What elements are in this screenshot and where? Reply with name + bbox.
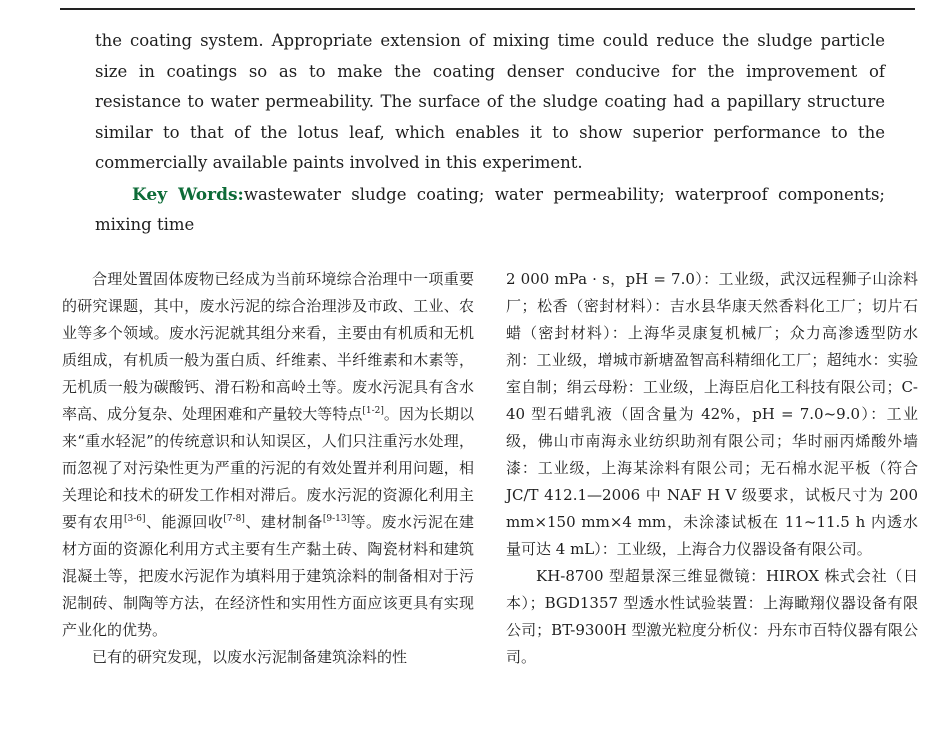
intro-text-4: 、建材制备: [244, 513, 323, 531]
keywords-separator: :: [237, 184, 244, 205]
english-abstract: [95, 26, 885, 241]
citation-ref: [1-2]: [362, 406, 384, 416]
intro-text-2: 。因为长期以来“重水轻泥”的传统意识和认知误区，人们只注重污水处理，而忽视了对污染性更为严重的污泥的有效处置并利用问题，相关理论和技术的研发工作相对滞后。废水污泥的资源化利用主要有农用: [62, 405, 474, 531]
citation-ref: [3-6]: [123, 514, 146, 524]
keywords-label: Key Words: [132, 184, 238, 205]
abstract-text: the coating system. Appropriate extension of mixing time could reduce the sludge particle size in coatings so as to make the coating denser conducive for the improvement of resistance to water permeability. The surface of the sludge coating had a papillary structure similar to that of the lotus leaf, which enables it to show superior performance to the commercially available paints involved in this experiment.: [95, 31, 885, 172]
materials-paragraph: 2 000 mPa · s，pH = 7.0）：工业级，武汉远程狮子山涂料厂；松香（密封材料）：吉水县华康天然香料化工厂；切片石蜡（密封材料）：上海华灵康复机械厂；众力高渗透型防水剂：工业级，增城市新塘盈智高科精细化工厂；超纯水：实验室自制；绢云母粉：工业级，上海臣启化工科技有限公司；C-40 型石蜡乳液（固含量为 42%，pH = 7.0~9.0）：工业级，佛山市南海永业纺织助剂有限公司；华时丽丙烯酸外墙漆：工业级，上海某涂料有限公司；无石棉水泥平板（符合 JC/T 412.1—2006 中 NAF H V 级要求，试板尺寸为 200 mm×150 mm×4 mm，未涂漆试板在 11~11.5 h 内透水量可达 4 mL）：工业级，上海合力仪器设备有限公司。: [506, 270, 918, 558]
instruments-paragraph: KH-8700 型超景深三维显微镜：HIROX 株式会社（日本）；BGD1357 型透水性试验装置：上海瞰翔仪器设备有限公司；BT-9300H 型激光粒度分析仪：丹东市百特仪器有限公司。: [506, 567, 918, 666]
keywords-paragraph: [95, 180, 885, 241]
second-paragraph: 已有的研究发现，以废水污泥制备建筑涂料的性: [92, 648, 408, 666]
header-rule: [60, 8, 915, 10]
intro-paragraph: [62, 266, 474, 644]
left-column: [62, 266, 474, 671]
citation-ref: [9-13]: [322, 514, 351, 524]
right-column: [506, 266, 918, 671]
intro-text-1: 合理处置固体废物已经成为当前环境综合治理中一项重要的研究课题，其中，废水污泥的综合治理涉及市政、工业、农业等多个领域。废水污泥就其组分来看，主要由有机质和无机质组成，有机质一般为蛋白质、纤维素、半纤维素和木素等，无机质一般为碳酸钙、滑石粉和高岭土等。废水污泥具有含水率高、成分复杂、处理困难和产量较大等特点: [62, 270, 474, 423]
intro-text-5: 等。废水污泥在建材方面的资源化利用方式主要有生产黏土砖、陶瓷材料和建筑混凝土等，把废水污泥作为填料用于建筑涂料的制备相对于污泥制砖、制陶等方法，在经济性和实用性方面应该更具有实现产业化的优势。: [62, 513, 474, 639]
citation-ref: [7-8]: [223, 514, 245, 524]
intro-text-3: 、能源回收: [145, 513, 224, 531]
keywords-text: wastewater sludge coating; water permeability; waterproof components; mixing time: [95, 184, 885, 234]
